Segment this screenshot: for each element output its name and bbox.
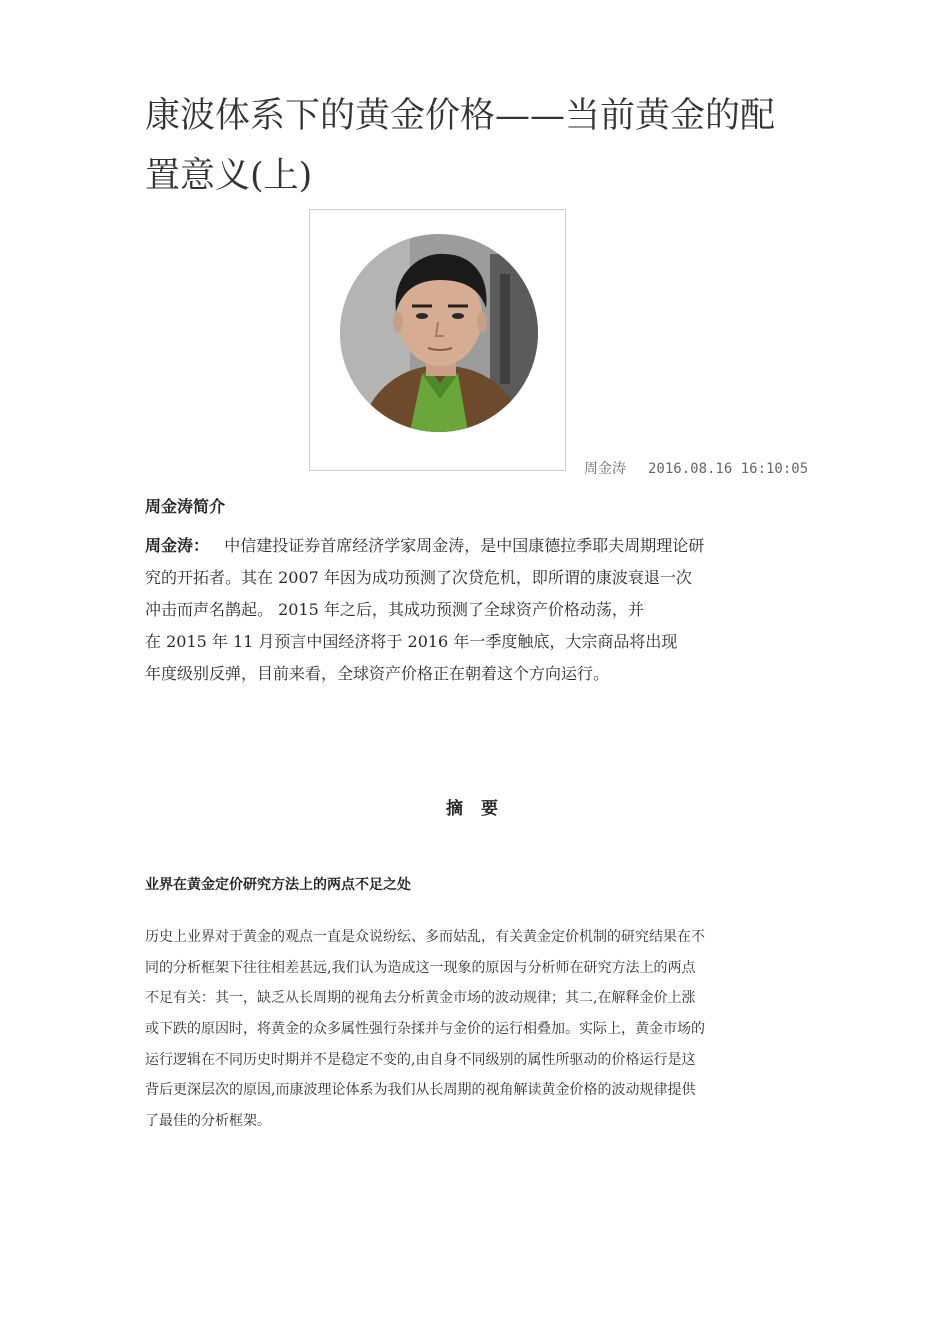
summary-line: 历史上业界对于黄金的观点一直是众说纷纭、多而姑乱，有关黄金定价机制的研究结果在不 xyxy=(145,929,705,945)
bio-label: 周金涛： xyxy=(145,536,210,555)
bio-line xyxy=(145,530,810,562)
bio-line: 冲击而声名鹊起。 2015 年之后，其成功预测了全球资产价格动荡，并 xyxy=(145,600,644,619)
summary-title: 摘 要 xyxy=(446,799,504,819)
bio-line: 年度级别反弹，目前来看，全球资产价格正在朝着这个方向运行。 xyxy=(145,664,610,683)
author-portrait-illustration xyxy=(340,234,538,432)
bio-line-1-text: 中信建投证券首席经济学家周金涛，是中国康德拉季耶夫周期理论研 xyxy=(224,536,705,555)
article-title-line-1: 康波体系下的黄金价格——当前黄金的配 xyxy=(145,96,776,136)
author-avatar xyxy=(340,234,538,432)
summary-line: 或下跌的原因时，将黄金的众多属性强行杂揉并与金价的运行相叠加。实际上，黄金市场的 xyxy=(145,1021,705,1038)
bio-paragraph xyxy=(145,530,810,690)
summary-paragraph xyxy=(145,922,815,1137)
summary-line: 同的分析框架下往往相差甚远,我们认为造成这一现象的原因与分析师在研究方法上的两点 xyxy=(145,959,696,976)
bio-heading: 周金涛简介 xyxy=(145,497,226,516)
article-title xyxy=(145,86,825,206)
bio-line: 在 2015 年 11 月预言中国经济将于 2016 年一季度触底，大宗商品将出现 xyxy=(145,632,678,651)
bio-line: 究的开拓者。其在 2007 年因为成功预测了次贷危机，即所谓的康波衰退一次 xyxy=(145,568,692,587)
author-photo-frame xyxy=(309,209,566,471)
article-byline xyxy=(584,458,808,478)
summary-subheading: 业界在黄金定价研究方法上的两点不足之处 xyxy=(145,877,411,893)
article-title-line-2: 置意义(上) xyxy=(145,156,313,196)
summary-line: 运行逻辑在不同历史时期并不是稳定不变的,由自身不同级别的属性所驱动的价格运行是这 xyxy=(145,1051,696,1068)
summary-line: 背后更深层次的原因,而康波理论体系为我们从长周期的视角解读黄金价格的波动规律提供 xyxy=(145,1082,696,1099)
summary-line: 了最佳的分析框架。 xyxy=(145,1113,271,1130)
summary-line: 不足有关：其一，缺乏从长周期的视角去分析黄金市场的波动规律；其二,在解释金价上涨 xyxy=(145,990,696,1007)
author-name: 周金涛 xyxy=(584,461,626,477)
publish-datetime: 2016.08.16 16:10:05 xyxy=(648,461,809,477)
